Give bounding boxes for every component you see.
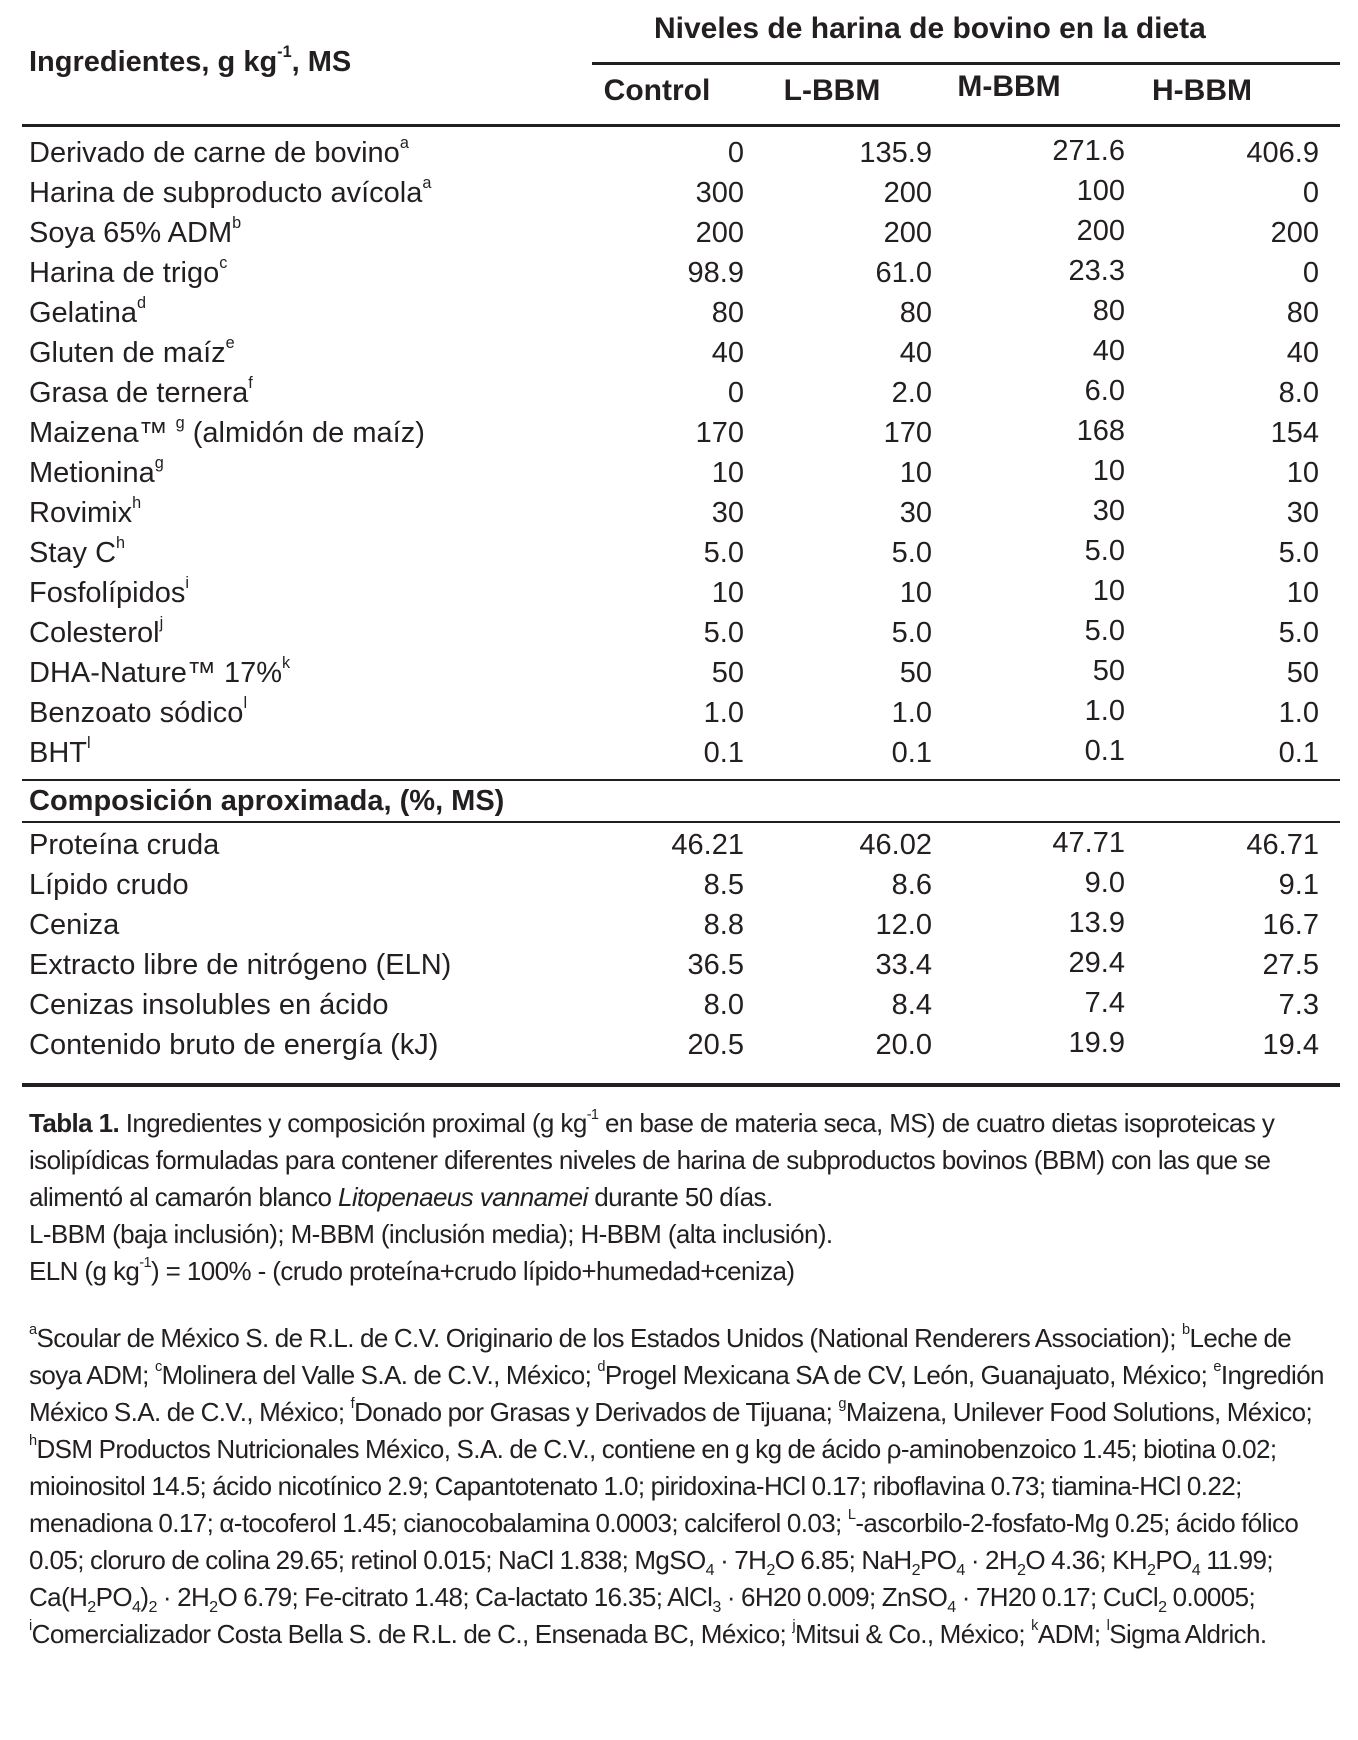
ingredient-row bbox=[22, 653, 1340, 693]
ingredient-row bbox=[22, 573, 1340, 613]
cell-value: 16.7 bbox=[1262, 909, 1319, 941]
footnote-marker: l bbox=[87, 734, 91, 753]
ingredients-header: Ingredientes, g $kg^{-1}$, MS bbox=[29, 43, 352, 78]
cell-value: 0.1 bbox=[891, 737, 932, 769]
ingredient-row bbox=[22, 293, 1340, 333]
cell-value: 8.5 bbox=[703, 869, 744, 901]
cell-value: 0 bbox=[727, 137, 744, 169]
row-label-text: Grasa de ternera bbox=[29, 377, 249, 409]
footnote-marker: f bbox=[248, 374, 253, 393]
ingredient-row bbox=[22, 733, 1340, 773]
row-label-text: Lípido crudo bbox=[29, 869, 189, 901]
cell-value: 0.1 bbox=[703, 737, 744, 769]
row-label bbox=[29, 653, 290, 693]
row-label bbox=[29, 373, 253, 413]
column-header-h-bbm: H-BBM bbox=[1152, 74, 1252, 107]
composition-rows bbox=[22, 823, 1340, 1083]
row-label-text: BHT bbox=[29, 737, 87, 769]
ingredient-row bbox=[22, 213, 1340, 253]
cell-value: 1.0 bbox=[1278, 697, 1319, 729]
cell-value: 10 bbox=[899, 577, 932, 609]
composition-row bbox=[22, 945, 1340, 985]
cell-value: 135.9 bbox=[859, 137, 932, 169]
footnote-marker: e bbox=[225, 334, 235, 353]
cell-value: 19.9 bbox=[1068, 1027, 1125, 1059]
cell-value: 170 bbox=[883, 417, 932, 449]
row-label-text: Harina de subproducto avícola bbox=[29, 177, 423, 209]
cell-value: 200 bbox=[1076, 215, 1125, 247]
ingredient-row bbox=[22, 373, 1340, 413]
cell-value: 5.0 bbox=[1278, 537, 1319, 569]
cell-value: 27.5 bbox=[1262, 949, 1319, 981]
row-label-text: Extracto libre de nitrógeno (ELN) bbox=[29, 949, 452, 981]
composition-row bbox=[22, 825, 1340, 865]
row-label-suffix: (almidón de maíz) bbox=[184, 417, 425, 449]
cell-value: 8.0 bbox=[1278, 377, 1319, 409]
cell-value: 8.6 bbox=[891, 869, 932, 901]
cell-value: 8.4 bbox=[891, 989, 932, 1021]
caption-abbreviations: L-BBM (baja inclusión); M-BBM (inclusión media); H-BBM (alta inclusión). bbox=[29, 1219, 833, 1249]
row-label-text: Soya 65% ADM bbox=[29, 217, 233, 249]
cell-value: 20.5 bbox=[687, 1029, 744, 1061]
ingredient-row bbox=[22, 453, 1340, 493]
cell-value: 9.0 bbox=[1084, 867, 1125, 899]
row-label-text: Maizena™ bbox=[29, 417, 176, 449]
row-label-text: Harina de trigo bbox=[29, 257, 220, 289]
row-label bbox=[29, 213, 241, 253]
row-label bbox=[29, 573, 189, 613]
row-label-text: DHA-Nature™ 17% bbox=[29, 657, 283, 689]
table-caption bbox=[22, 1105, 1329, 1290]
cell-value: 8.0 bbox=[703, 989, 744, 1021]
cell-value: 80 bbox=[899, 297, 932, 329]
cell-value: 10 bbox=[1092, 455, 1125, 487]
row-label bbox=[29, 613, 163, 653]
row-label bbox=[29, 533, 125, 573]
caption-eln-formula: ELN (g $kg^{-1}) = 100\%$ - (crudo proteína+crudo lípido+humedad+ceniza) bbox=[29, 1255, 795, 1286]
cell-value: 50 bbox=[711, 657, 744, 689]
row-label-text: Benzoato sódico bbox=[29, 697, 244, 729]
cell-value: 40 bbox=[711, 337, 744, 369]
cell-value: 98.9 bbox=[687, 257, 744, 289]
row-label bbox=[29, 905, 119, 945]
footnote-marker: g bbox=[175, 414, 185, 433]
cell-value: 271.6 bbox=[1052, 135, 1125, 167]
cell-value: 80 bbox=[1092, 295, 1125, 327]
cell-value: 8.8 bbox=[703, 909, 744, 941]
column-header-l-bbm: L-BBM bbox=[783, 74, 881, 107]
footnote-marker: h bbox=[116, 534, 126, 553]
cell-value: 1.0 bbox=[1084, 695, 1125, 727]
row-label bbox=[29, 333, 235, 373]
cell-value: 29.4 bbox=[1068, 947, 1125, 979]
cell-value: 10 bbox=[1286, 457, 1319, 489]
table-bottom-rule bbox=[22, 1083, 1340, 1087]
cell-value: 154 bbox=[1270, 417, 1319, 449]
row-label bbox=[29, 945, 451, 985]
cell-value: 0 bbox=[1302, 177, 1319, 209]
row-label bbox=[29, 453, 164, 493]
row-label-text: Derivado de carne de bovino bbox=[29, 137, 400, 169]
footnote-marker: b bbox=[232, 214, 242, 233]
cell-value: 40 bbox=[899, 337, 932, 369]
cell-value: 10 bbox=[1092, 575, 1125, 607]
cell-value: 5.0 bbox=[891, 537, 932, 569]
row-label bbox=[29, 253, 227, 293]
cell-value: 36.5 bbox=[687, 949, 744, 981]
cell-value: 46.02 bbox=[859, 829, 932, 861]
row-label-text: Cenizas insolubles en ácido bbox=[29, 989, 389, 1021]
row-label bbox=[29, 825, 219, 865]
ingredient-row bbox=[22, 133, 1340, 173]
cell-value: 200 bbox=[883, 177, 932, 209]
column-header-control: Control bbox=[603, 74, 711, 107]
ingredient-row bbox=[22, 173, 1340, 213]
composition-row bbox=[22, 1025, 1340, 1065]
cell-value: 7.3 bbox=[1278, 989, 1319, 1021]
row-label-text: Contenido bruto de energía (kJ) bbox=[29, 1029, 439, 1061]
row-label-text: Proteína cruda bbox=[29, 829, 220, 861]
row-label bbox=[29, 733, 91, 773]
composition-row bbox=[22, 985, 1340, 1025]
footnote-marker: a bbox=[422, 174, 432, 193]
cell-value: 0 bbox=[727, 377, 744, 409]
cell-value: 5.0 bbox=[1084, 535, 1125, 567]
column-header-m-bbm: M-BBM bbox=[957, 70, 1061, 103]
cell-value: 168 bbox=[1076, 415, 1125, 447]
cell-value: 100 bbox=[1076, 175, 1125, 207]
table-figure bbox=[22, 0, 1340, 1653]
cell-value: 13.9 bbox=[1068, 907, 1125, 939]
footnote-marker: g bbox=[154, 454, 164, 473]
row-label bbox=[29, 413, 425, 453]
ingredient-row bbox=[22, 493, 1340, 533]
cell-value: 61.0 bbox=[875, 257, 932, 289]
ingredient-row bbox=[22, 693, 1340, 733]
footnote-marker: i bbox=[185, 574, 189, 593]
footnote-marker: k bbox=[282, 654, 291, 673]
row-label bbox=[29, 493, 141, 533]
caption-paragraph: Tabla 1. Ingredientes y composición proximal (g $kg^{-1}$ en base de materia seca, MS) de cuatro dietas isoproteicas y isolipídicas formuladas para contener diferentes niveles de harina de subproductos bovinos (BBM) con las que se alimentó al camarón blanco Litopenaeus vannamei durante 50 días. bbox=[29, 1107, 1275, 1212]
cell-value: 46.21 bbox=[671, 829, 744, 861]
footnote-marker: c bbox=[219, 254, 228, 273]
cell-value: 10 bbox=[1286, 577, 1319, 609]
cell-value: 2.0 bbox=[891, 377, 932, 409]
cell-value: 170 bbox=[695, 417, 744, 449]
group-title: Niveles de harina de bovino en la dieta bbox=[654, 12, 1206, 45]
row-label-text: Rovimix bbox=[29, 497, 133, 529]
footnote-marker: l bbox=[243, 694, 248, 713]
cell-value: 5.0 bbox=[703, 537, 744, 569]
cell-value: 406.9 bbox=[1246, 137, 1319, 169]
ingredient-row bbox=[22, 253, 1340, 293]
row-label bbox=[29, 173, 431, 213]
cell-value: 10 bbox=[711, 577, 744, 609]
cell-value: 50 bbox=[899, 657, 932, 689]
cell-value: 10 bbox=[899, 457, 932, 489]
row-label-text: Gelatina bbox=[29, 297, 138, 329]
footnote-marker: d bbox=[137, 294, 147, 313]
cell-value: 0 bbox=[1302, 257, 1319, 289]
cell-value: 80 bbox=[711, 297, 744, 329]
cell-value: 200 bbox=[1270, 217, 1319, 249]
cell-value: 30 bbox=[1092, 495, 1125, 527]
row-label bbox=[29, 1025, 438, 1065]
row-label bbox=[29, 693, 247, 733]
ingredient-row bbox=[22, 413, 1340, 453]
ingredients-rows bbox=[22, 127, 1340, 779]
cell-value: 40 bbox=[1286, 337, 1319, 369]
footnote-marker: a bbox=[399, 134, 409, 153]
cell-value: 40 bbox=[1092, 335, 1125, 367]
cell-value: 30 bbox=[899, 497, 932, 529]
cell-value: 19.4 bbox=[1262, 1029, 1319, 1061]
cell-value: 33.4 bbox=[875, 949, 932, 981]
table-header bbox=[22, 0, 1340, 124]
cell-value: 9.1 bbox=[1278, 869, 1319, 901]
composition-row bbox=[22, 865, 1340, 905]
composition-title: Composición aproximada, (%, MS) bbox=[29, 785, 505, 817]
row-label-text: Gluten de maíz bbox=[29, 337, 226, 369]
ingredient-row bbox=[22, 533, 1340, 573]
cell-value: 30 bbox=[1286, 497, 1319, 529]
footnote-marker: j bbox=[159, 614, 164, 633]
ingredient-row bbox=[22, 613, 1340, 653]
ingredient-row bbox=[22, 333, 1340, 373]
cell-value: 0.1 bbox=[1278, 737, 1319, 769]
cell-value: 50 bbox=[1092, 655, 1125, 687]
cell-value: 200 bbox=[695, 217, 744, 249]
row-label bbox=[29, 865, 189, 905]
row-label-text: Colesterol bbox=[29, 617, 160, 649]
row-label-text: Metionina bbox=[29, 457, 155, 489]
footnotes: $^a$Scoular de México S. de R.L. de C.V. Originario de los Estados Unidos (National Renderers Association); $^b$Leche de soya ADM; $^c$Molinera del Valle S.A. de C.V., México; $^d$Progel Mexicana SA de CV, León, Guanajuato, México; $^e$Ingredión México S.A. de C.V., México; $^f$Donado por Grasas y Derivados de Tijuana; $^g$Maizena, Unilever Food Solutions, México; $^h$DSM Productos Nutricionales México, S.A. de C.V., contiene en g kg de ácido ρ-aminobenzoico 1.45; biotina 0.02; mioinositol 14.5; ácido nicotínico 2.9; Capantotenato 1.0; piridoxina-HCl 0.17; riboflavina 0.73; tiamina-HCl 0.22; menadiona 0.17; α-tocoferol 1.45; cianocobalamina 0.0003; calciferol 0.03; $^L$-ascorbilo-2-fosfato-Mg 0.25; ácido fólico 0.05; cloruro de colina 29.65; retinol 0.015; NaCl 1.838; MgSO$_4$ · $7H_2O$ 6.85; $NaH_2PO_4 \cdot 2H_2O$ 4.36; $KH_2PO_4$ 11.99; $Ca(H_2PO_4)_2 \cdot 2H_2O$ 6.79; Fe-citrato 1.48; Ca-lactato 16.35; AlCl$_3$ · 6H20 0.009; ZnSO$_4$ · 7H20 0.17; CuCl$_2$ 0.0005; $^i$Comercializador Costa Bella S. de R.L. de C., Ensenada BC, México; $^j$Mitsui & Co., México; $^k$ADM; $^l$Sigma Aldrich. bbox=[29, 1322, 1324, 1649]
row-label bbox=[29, 293, 146, 333]
cell-value: 5.0 bbox=[891, 617, 932, 649]
cell-value: 23.3 bbox=[1068, 255, 1125, 287]
row-label-text: Stay C bbox=[29, 537, 117, 569]
cell-value: 7.4 bbox=[1084, 987, 1125, 1019]
cell-value: 1.0 bbox=[891, 697, 932, 729]
cell-value: 10 bbox=[711, 457, 744, 489]
cell-value: 200 bbox=[883, 217, 932, 249]
cell-value: 46.71 bbox=[1246, 829, 1319, 861]
cell-value: 47.71 bbox=[1052, 827, 1125, 859]
row-label bbox=[29, 133, 409, 173]
cell-value: 6.0 bbox=[1084, 375, 1125, 407]
cell-value: 5.0 bbox=[1278, 617, 1319, 649]
cell-value: 5.0 bbox=[1084, 615, 1125, 647]
cell-value: 50 bbox=[1286, 657, 1319, 689]
group-rule bbox=[592, 62, 1340, 65]
cell-value: 5.0 bbox=[703, 617, 744, 649]
row-label-text: Fosfolípidos bbox=[29, 577, 186, 609]
row-label bbox=[29, 985, 389, 1025]
cell-value: 12.0 bbox=[875, 909, 932, 941]
cell-value: 30 bbox=[711, 497, 744, 529]
composition-row bbox=[22, 905, 1340, 945]
cell-value: 0.1 bbox=[1084, 735, 1125, 767]
row-label-text: Ceniza bbox=[29, 909, 120, 941]
cell-value: 20.0 bbox=[875, 1029, 932, 1061]
cell-value: 1.0 bbox=[703, 697, 744, 729]
footnote-marker: h bbox=[132, 494, 142, 513]
cell-value: 80 bbox=[1286, 297, 1319, 329]
cell-value: 300 bbox=[695, 177, 744, 209]
